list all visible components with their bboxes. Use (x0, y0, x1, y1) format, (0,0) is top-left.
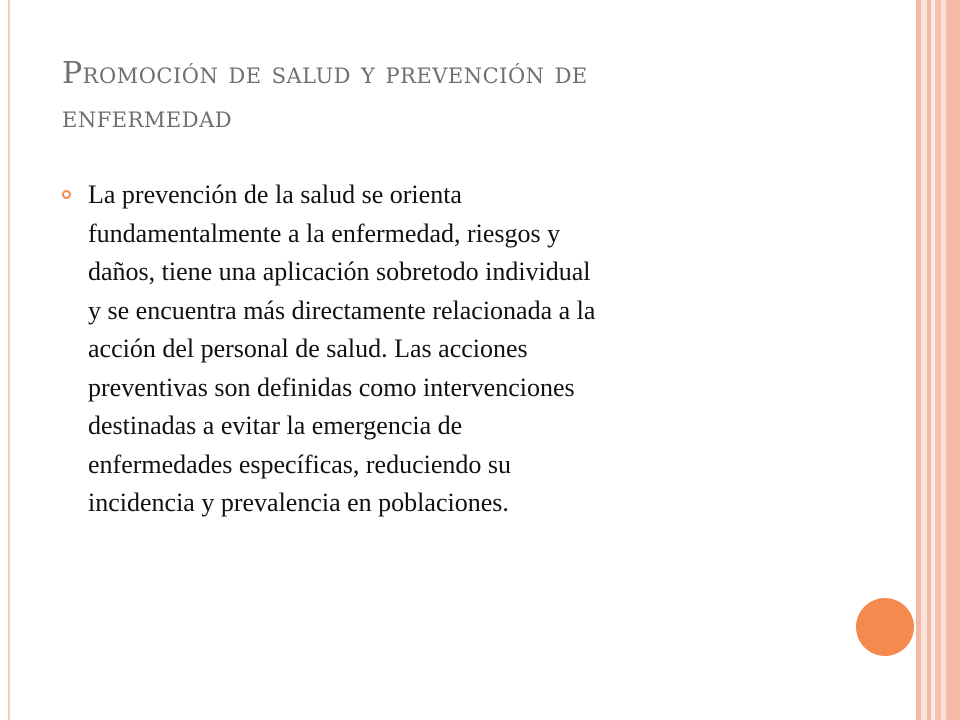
list-item (62, 176, 822, 523)
decorative-band (946, 0, 960, 720)
left-frame-line (8, 0, 10, 720)
slide-title: Promoción de salud y prevención de enfermedad (62, 56, 588, 135)
body-paragraph: La prevención de la salud se orienta fundamentalmente a la enfermedad, riesgos y daños, tiene una aplicación sobretodo individual y se encuentra más directamente relacionada a la acción del personal de salud. Las acciones preventivas son definidas como intervenciones destinadas a evitar la emergencia de enfermedades específicas, reduciendo su incidencia y prevalencia en poblaciones. (88, 180, 596, 517)
accent-circle (856, 598, 914, 656)
body-list (62, 176, 822, 523)
ring-bullet-icon (62, 190, 71, 199)
